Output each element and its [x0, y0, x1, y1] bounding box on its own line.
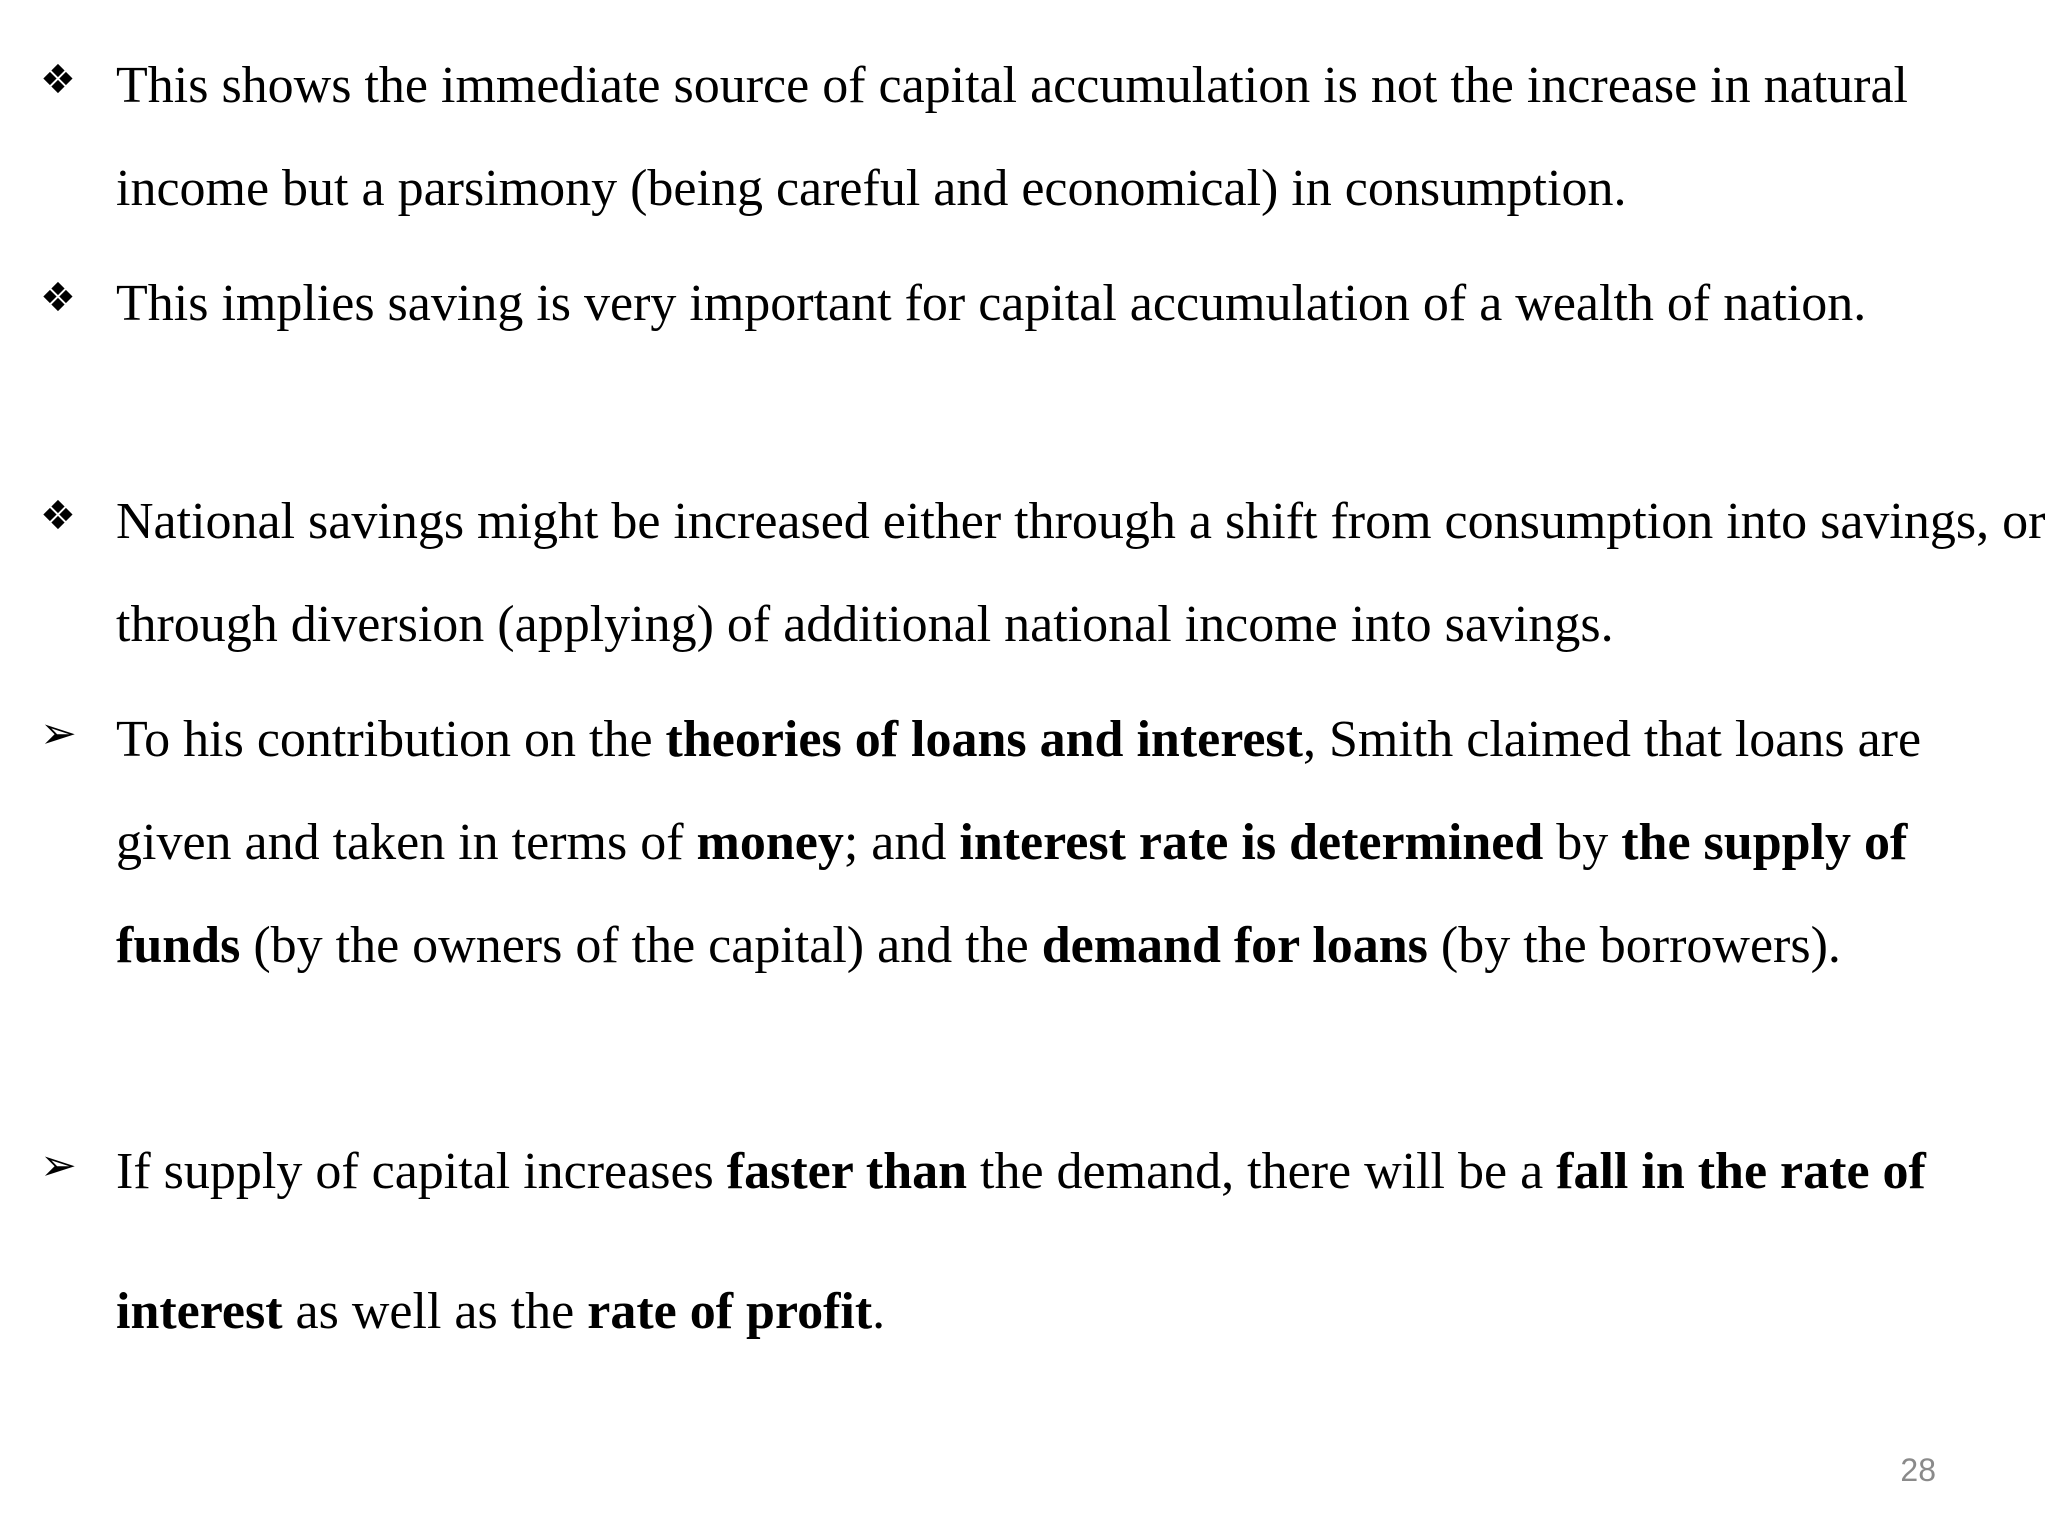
arrowhead-icon: ➢: [40, 708, 77, 759]
text-segment-bold: fall in the rate of interest: [116, 1143, 1926, 1340]
text-segment-bold: rate of profit: [587, 1283, 873, 1340]
four-diamond-icon: ❖: [40, 275, 76, 321]
text-segment: , Smith claimed that loans are given and taken in terms of: [116, 711, 1922, 871]
text-segment: To his contribution on the: [116, 711, 666, 768]
four-diamond-icon: ❖: [40, 493, 76, 539]
text-segment: This shows the immediate source of capital accumulation is not the increase in natural income but a parsimony (being careful and economical) in consumption.: [116, 57, 1908, 217]
text-segment: by: [1543, 814, 1622, 871]
text-segment: the demand, there will be a: [967, 1143, 1557, 1200]
text-segment: This implies saving is very important for capital accumulation of a wealth of nation.: [116, 275, 1867, 332]
text-segment-bold: demand for loans: [1041, 917, 1428, 974]
text-segment: (by the borrowers).: [1427, 917, 1841, 974]
bullet-text: [116, 1102, 1976, 1382]
page-number: 28: [1900, 1452, 1936, 1488]
bullet-text: [116, 252, 1946, 355]
text-segment: ; and: [843, 814, 960, 871]
text-segment: as well as the: [282, 1283, 588, 1340]
arrowhead-icon: ➢: [40, 1140, 77, 1191]
text-segment-bold: the supply of funds: [116, 814, 1908, 974]
bullet-text: [116, 470, 2046, 676]
text-segment-bold: interest rate is determined: [959, 814, 1544, 871]
text-segment: If supply of capital increases: [116, 1143, 727, 1200]
text-segment: .: [872, 1283, 886, 1340]
text-segment: (by the owners of the capital) and the: [240, 917, 1042, 974]
text-segment-bold: money: [696, 814, 844, 871]
text-segment: National savings might be increased either through a shift from consumption into savings, or through diversion (applying) of additional national income into savings.: [116, 493, 2046, 653]
bullet-text: [116, 688, 2036, 997]
text-segment-bold: theories of loans and interest: [665, 711, 1303, 768]
four-diamond-icon: ❖: [40, 57, 76, 103]
text-segment-bold: faster than: [726, 1143, 968, 1200]
bullet-text: [116, 34, 1996, 240]
